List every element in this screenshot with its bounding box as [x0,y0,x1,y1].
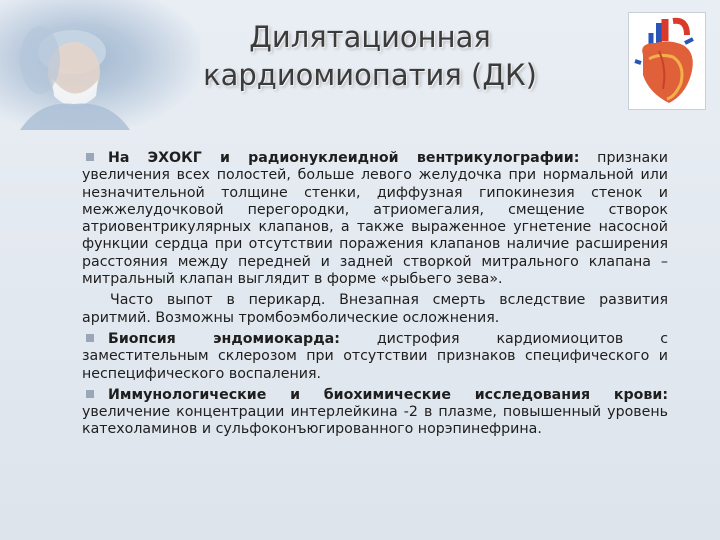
bullet-icon [86,334,94,342]
paragraph-heading: На ЭХОКГ и радионуклеидной вентрикулографии: [108,150,580,166]
paragraph-biopsy [82,331,668,383]
paragraph-heading: Иммунологические и биохимические исследования крови: [108,386,668,403]
title-line-1: Дилятационная [249,20,491,54]
slide-title [160,18,580,94]
heart-illustration [628,12,706,110]
paragraph-text: признаки увеличения всех полостей, больше левого желудочка при нормальной или незначительной толщине стенки, диффузная гипокинезия стенок и межжелудочковой перегородки, атриомегалия, смещение створок атриовентрикулярных клапанов, а также выраженное угнетение насосной функции сердца при отсутствии поражения клапанов наличие расширения расстояния между передней и задней створкой митрального клапана – митральный клапан выглядит в форме «рыбьего зева». [82,150,668,288]
bullet-icon [86,390,94,398]
heart-icon [629,13,705,109]
paragraph-heading: Биопсия эндомиокарда: [108,330,340,347]
paragraph-text: дистрофия кардиомиоцитов с заместительным склерозом при отсутствии признаков специфического и неспецифического воспаления. [82,330,668,382]
paragraph-text: увеличение концентрации интерлейкина -2 в плазме, повышенный уровень катехоламинов и сульфоконъюгированного норэпинефрина. [82,404,668,438]
paragraph-effusion [82,292,668,327]
paragraph-text: Часто выпот в перикард. Внезапная смерть вследствие развития аритмий. Возможны тромбоэмболические осложнения. [82,292,668,326]
title-line-2: кардиомиопатия (ДК) [203,58,537,92]
paragraph-echo [82,150,668,288]
content-body [82,150,668,443]
paragraph-immunology [82,387,668,439]
bullet-icon [86,153,94,161]
